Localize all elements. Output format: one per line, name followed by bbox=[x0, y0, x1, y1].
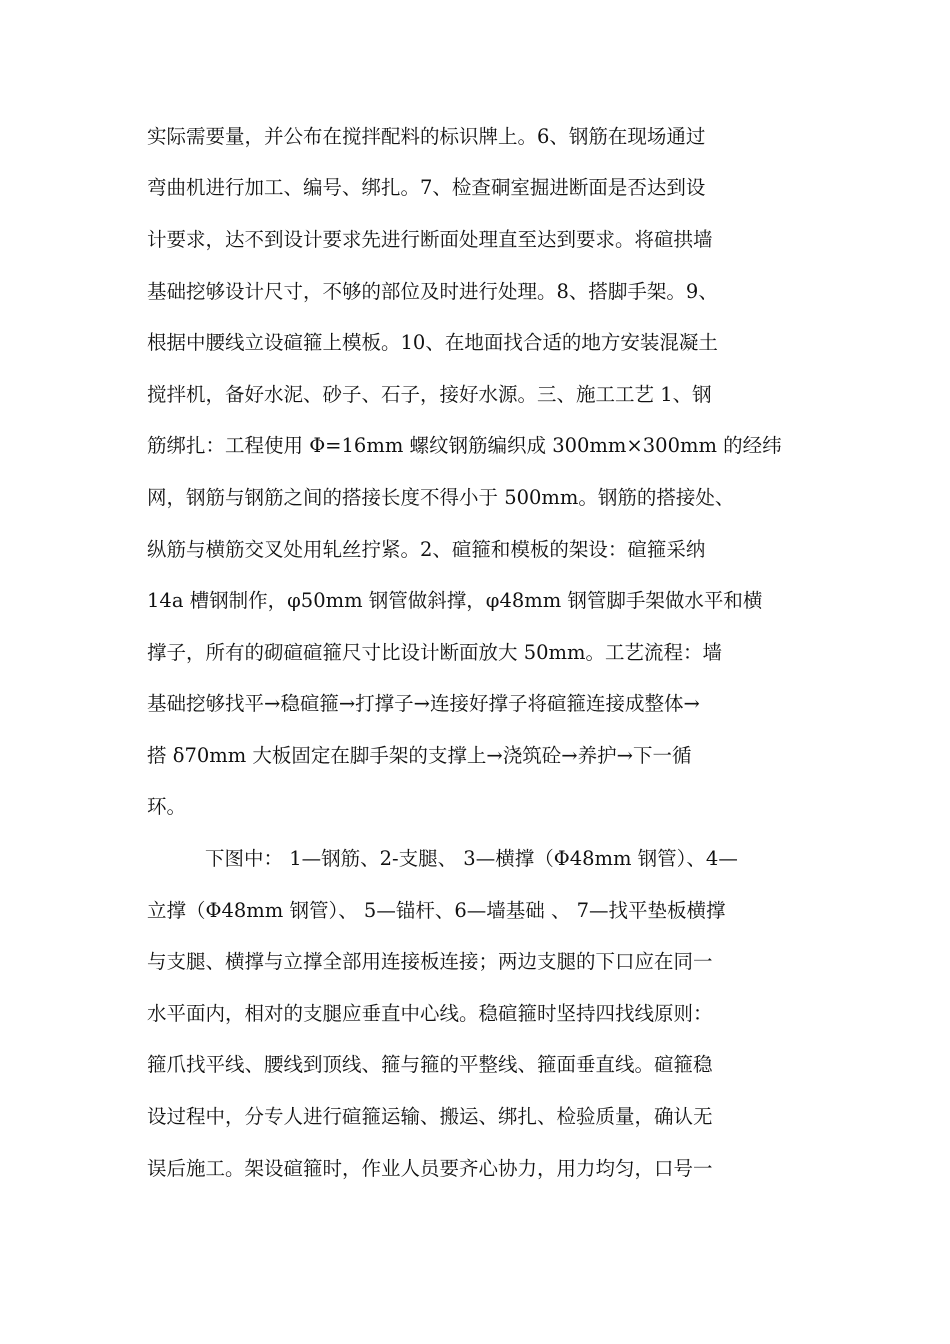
text-line: 基础挖够找平→稳碹箍→打撑子→连接好撑子将碹箍连接成整体→ bbox=[147, 692, 700, 715]
text-line: 实际需要量，并公布在搅拌配料的标识牌上。6、钢筋在现场通过 bbox=[147, 125, 706, 148]
text-line: 立撑（Φ48mm 钢管）、 5—锚杆、6—墙基础 、 7—找平垫板横撑 bbox=[147, 899, 726, 922]
text-line: 网，钢筋与钢筋之间的搭接长度不得小于 500mm。钢筋的搭接处、 bbox=[147, 486, 735, 509]
text-line: 水平面内，相对的支腿应垂直中心线。稳碹箍时坚持四找线原则： bbox=[147, 1002, 713, 1025]
text-line: 箍爪找平线、腰线到顶线、箍与箍的平整线、箍面垂直线。碹箍稳 bbox=[147, 1053, 713, 1076]
text-line: 筋绑扎：工程使用 Φ=16mm 螺纹钢筋编织成 300mm×300mm 的经纬 bbox=[147, 434, 782, 457]
text-line: 搅拌机，备好水泥、砂子、石子，接好水源。三、施工工艺 1、钢 bbox=[147, 383, 712, 406]
text-line: 根据中腰线立设碹箍上模板。10、在地面找合适的地方安装混凝土 bbox=[147, 331, 718, 354]
text-line: 撑子，所有的砌碹碹箍尺寸比设计断面放大 50mm。工艺流程：墙 bbox=[147, 641, 722, 664]
text-line: 弯曲机进行加工、编号、绑扎。7、检查硐室掘进断面是否达到设 bbox=[147, 176, 706, 199]
text-line: 基础挖够设计尺寸，不够的部位及时进行处理。8、搭脚手架。9、 bbox=[147, 280, 718, 303]
text-line: 14a 槽钢制作，φ50mm 钢管做斜撑，φ48mm 钢管脚手架做水平和横 bbox=[147, 589, 763, 612]
text-line: 误后施工。架设碹箍时，作业人员要齐心协力，用力均匀，口号一 bbox=[147, 1157, 713, 1180]
text-line: 设过程中，分专人进行碹箍运输、搬运、绑扎、检验质量，确认无 bbox=[147, 1105, 713, 1128]
text-line: 计要求，达不到设计要求先进行断面处理直至达到要求。将碹拱墙 bbox=[147, 228, 713, 251]
text-line: 纵筋与横筋交叉处用轧丝拧紧。2、碹箍和模板的架设：碹箍采纳 bbox=[147, 538, 706, 561]
text-line: 与支腿、横撑与立撑全部用连接板连接；两边支腿的下口应在同一 bbox=[147, 950, 713, 973]
text-line: 搭 δ70mm 大板固定在脚手架的支撑上→浇筑砼→养护→下一循 bbox=[147, 744, 692, 767]
text-line: 环。 bbox=[147, 795, 187, 818]
text-line: 下图中： 1—钢筋、2-支腿、 3—横撑（Φ48mm 钢管）、4— bbox=[205, 847, 738, 870]
